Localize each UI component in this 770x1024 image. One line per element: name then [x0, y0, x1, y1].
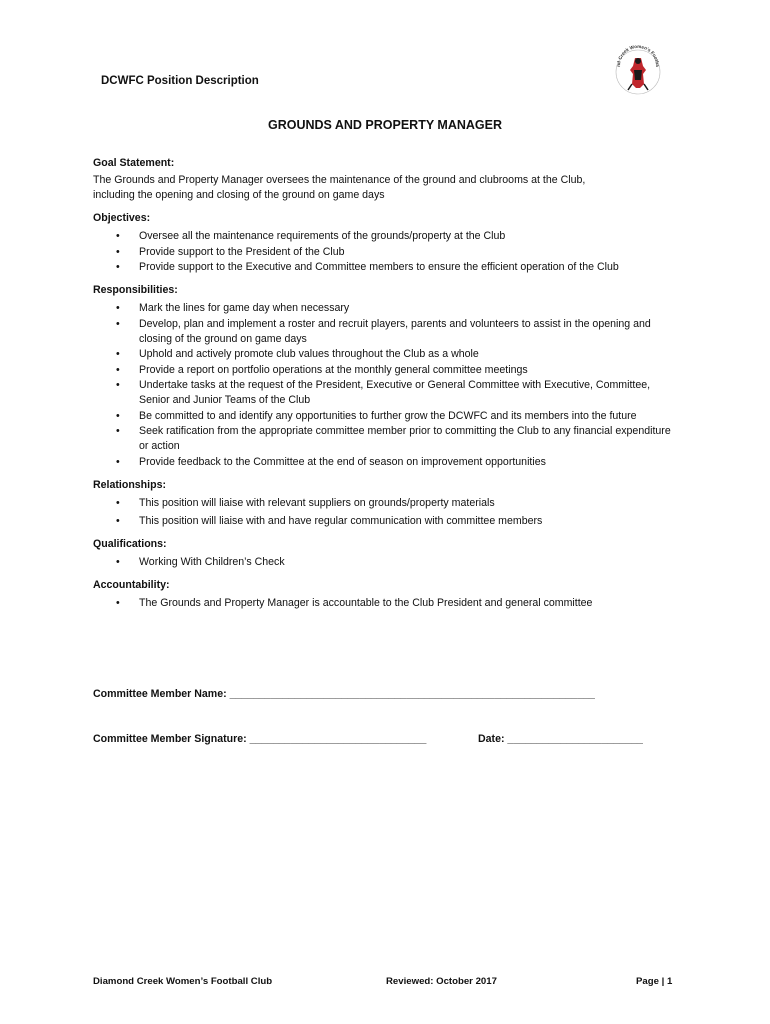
list-item: • Be committed to and identify any opportunities to further grow the DCWFC and its members into the future — [116, 409, 637, 422]
bullet-icon: • — [116, 425, 120, 437]
goal-text-line-2: including the opening and closing of the ground on game days — [93, 189, 385, 201]
relationships-heading: Relationships: — [93, 478, 166, 491]
accountability-list — [93, 596, 683, 611]
goal-text-line-1: The Grounds and Property Manager oversees the maintenance of the ground and clubrooms at the Club, — [93, 174, 586, 186]
bullet-icon: • — [116, 379, 120, 391]
list-item: • Undertake tasks at the request of the President, Executive or General Committee with Executive, Committee, Senior and Junior Teams of the Club — [116, 379, 651, 406]
accountability-heading: Accountability: — [93, 578, 170, 591]
list-item: • Provide a report on portfolio operations at the monthly general committee meetings — [116, 363, 528, 376]
footer-club-name: Diamond Creek Women’s Football Club — [93, 976, 273, 987]
date-field[interactable]: Date: _______________________ — [478, 733, 643, 745]
responsibilities-section — [93, 283, 683, 470]
bullet-icon: • — [116, 302, 120, 314]
bullet-icon: • — [116, 230, 120, 242]
qualifications-section — [93, 537, 683, 570]
document-body — [93, 156, 683, 619]
list-item: • Provide support to the President of the Club — [116, 245, 345, 258]
objectives-list — [93, 229, 683, 275]
footer-reviewed: Reviewed: October 2017 — [386, 976, 497, 987]
list-item: • The Grounds and Property Manager is accountable to the Club President and general committee — [116, 596, 593, 609]
list-item: • Mark the lines for game day when necessary — [116, 302, 350, 314]
list-item: • Provide support to the Executive and Committee members to ensure the efficient operation of the Club — [116, 261, 619, 273]
club-crest-logo — [612, 44, 664, 100]
bullet-icon: • — [116, 245, 120, 258]
page-title: GROUNDS AND PROPERTY MANAGER — [267, 118, 503, 132]
objectives-section — [93, 211, 683, 275]
qualifications-heading: Qualifications: — [93, 537, 167, 550]
objectives-heading: Objectives: — [93, 212, 151, 224]
list-item: • This position will liaise with and have regular communication with committee members — [116, 514, 543, 527]
bullet-icon: • — [116, 363, 120, 376]
accountability-section — [93, 578, 683, 611]
goal-text — [93, 173, 683, 203]
bullet-icon: • — [116, 596, 120, 609]
committee-member-signature-field[interactable]: Committee Member Signature: ______________________________ — [93, 733, 427, 745]
bullet-icon: • — [116, 514, 120, 527]
list-item: • Provide feedback to the Committee at the end of season on improvement opportunities — [116, 455, 546, 468]
logo-text: nd Creek Women's Footba — [615, 44, 661, 67]
list-item: • Working With Children’s Check — [116, 555, 285, 568]
header-label: DCWFC Position Description — [101, 75, 259, 87]
list-item: • Develop, plan and implement a roster and recruit players, parents and volunteers to assist in the opening and closing of the ground on game days — [116, 317, 651, 345]
goal-heading: Goal Statement: — [93, 157, 175, 169]
relationships-section — [93, 478, 683, 529]
qualifications-list — [93, 555, 683, 570]
bullet-icon: • — [116, 555, 120, 568]
list-item: • Oversee all the maintenance requirements of the grounds/property at the Club — [116, 230, 506, 242]
relationships-list — [93, 496, 683, 529]
responsibilities-heading: Responsibilities: — [93, 284, 178, 296]
bullet-icon: • — [116, 348, 120, 360]
committee-member-name-field[interactable]: Committee Member Name: ______________________________________________________________ — [93, 688, 595, 700]
goal-section — [93, 156, 683, 203]
list-item: • Seek ratification from the appropriate committee member prior to committing the Club to any financial expenditure or action — [116, 425, 671, 452]
list-item: • This position will liaise with relevant suppliers on grounds/property materials — [116, 496, 495, 509]
responsibilities-list — [93, 301, 683, 470]
bullet-icon: • — [116, 261, 120, 273]
bullet-icon: • — [116, 496, 120, 509]
bullet-icon: • — [116, 409, 120, 422]
list-item: • Uphold and actively promote club values throughout the Club as a whole — [116, 348, 479, 360]
footer-page-number: Page | 1 — [636, 976, 673, 987]
bullet-icon: • — [116, 455, 120, 468]
bullet-icon: • — [116, 317, 120, 330]
